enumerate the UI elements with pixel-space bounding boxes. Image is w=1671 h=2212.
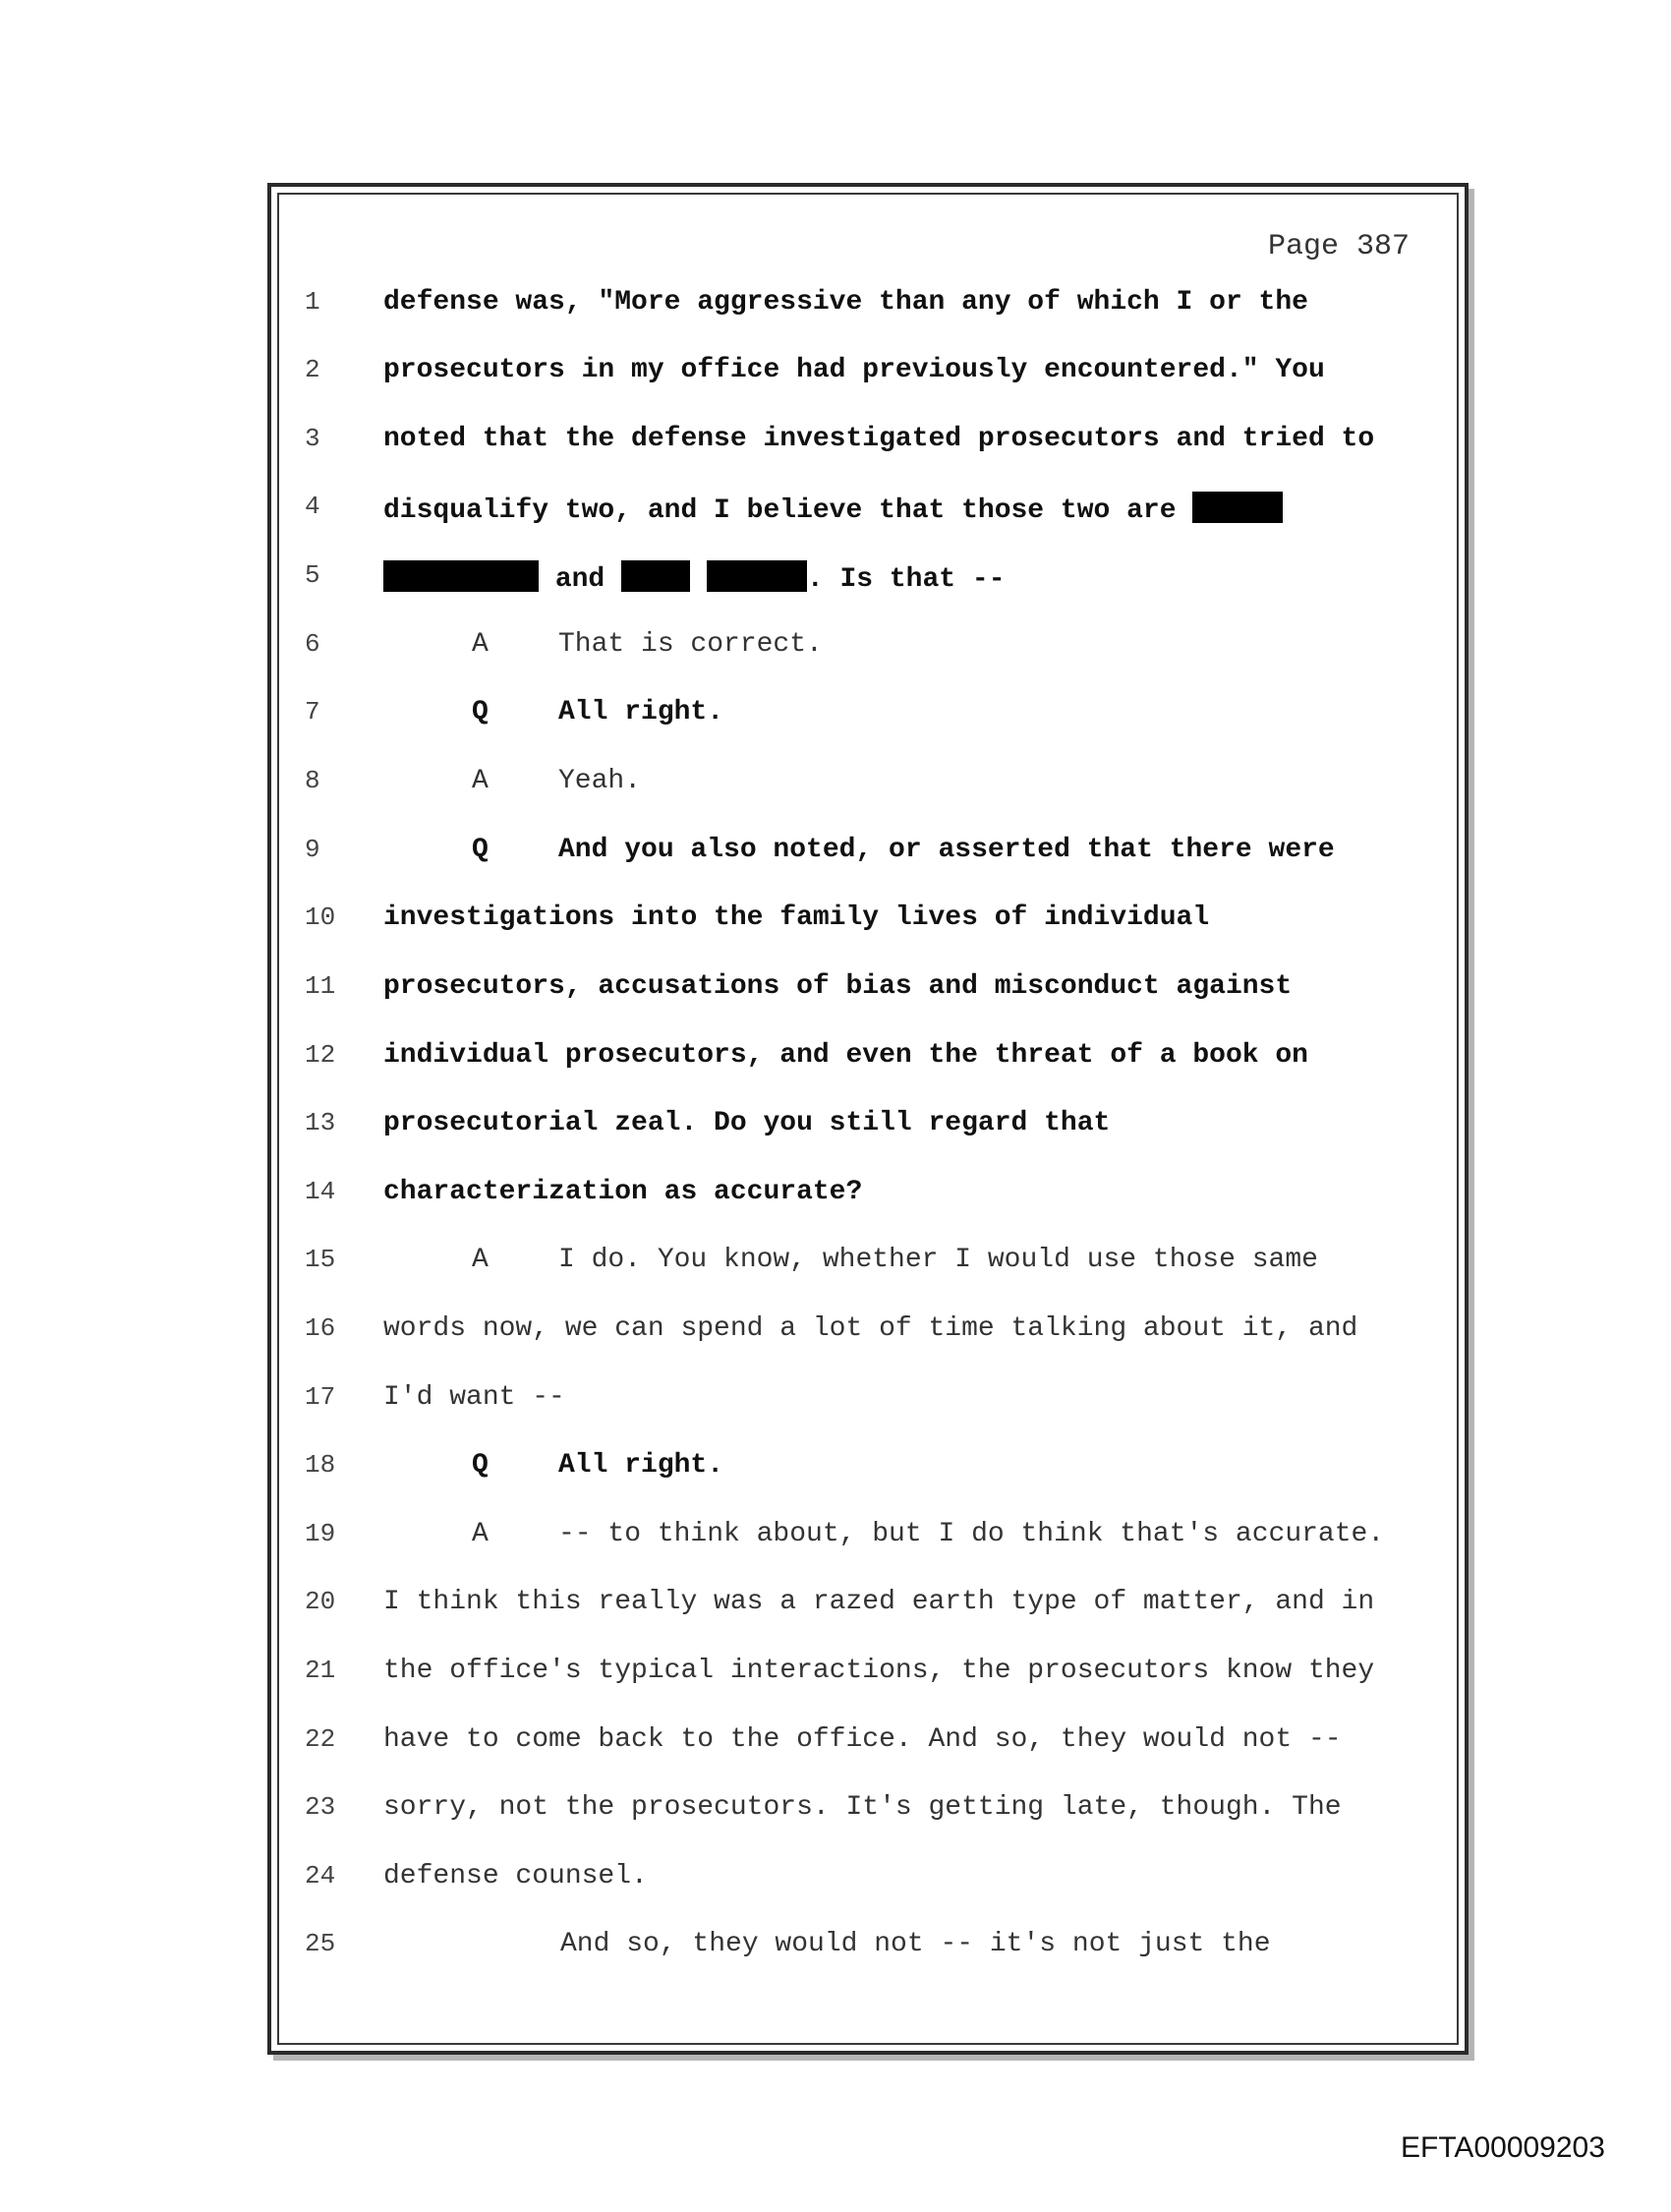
redaction-box (621, 560, 690, 592)
line-text: I'd want -- (383, 1382, 565, 1413)
line-text-segment: Yeah. (558, 766, 642, 796)
line-text-segment: . Is that -- (806, 564, 1006, 595)
line-text: prosecutors, accusations of bias and misconduct against (383, 971, 1293, 1002)
line-text (383, 1519, 1384, 1549)
line-text: defense counsel. (383, 1861, 648, 1892)
line-number: 23 (305, 1792, 336, 1822)
line-number: 24 (305, 1861, 336, 1891)
line-text-segment: That is correct. (558, 629, 823, 660)
line-text-segment: And so, they would not -- it's not just the (560, 1929, 1271, 1959)
line-text-segment: I do. You know, whether I would use those same (558, 1245, 1318, 1275)
line-text-segment: -- to think about, but I do think that's accurate. (558, 1519, 1385, 1549)
speaker-label: Q (472, 1450, 489, 1481)
line-number: 11 (305, 971, 336, 1001)
line-text: I think this really was a razed earth type of matter, and in (383, 1587, 1375, 1617)
line-number: 25 (305, 1929, 336, 1958)
line-text: sorry, not the prosecutors. It's getting late, though. The (383, 1792, 1342, 1823)
line-text (383, 1245, 1318, 1275)
line-text (383, 629, 823, 660)
line-number: 8 (305, 766, 320, 795)
line-text: prosecutorial zeal. Do you still regard that (383, 1108, 1111, 1138)
line-text: characterization as accurate? (383, 1177, 863, 1207)
line-number: 2 (305, 355, 320, 384)
line-number: 9 (305, 835, 320, 864)
line-number: 19 (305, 1519, 336, 1548)
redaction-box (707, 560, 807, 592)
line-text (383, 492, 1283, 526)
line-text: the office's typical interactions, the prosecutors know they (383, 1656, 1375, 1686)
line-number: 6 (305, 629, 320, 659)
line-number: 20 (305, 1587, 336, 1616)
line-number: 15 (305, 1245, 336, 1274)
line-text: noted that the defense investigated prosecutors and tried to (383, 424, 1375, 454)
line-text: defense was, "More aggressive than any of which I or the (383, 287, 1308, 318)
line-number: 16 (305, 1313, 336, 1343)
line-text (383, 1929, 1271, 1959)
line-number: 10 (305, 902, 336, 932)
speaker-label: A (472, 629, 489, 660)
line-number: 14 (305, 1177, 336, 1206)
redaction-box (383, 560, 539, 592)
page-number: Page 387 (1268, 230, 1411, 263)
line-text-segment: All right. (558, 1450, 724, 1481)
line-text-segment: and (554, 564, 605, 595)
line-text-segment: And you also noted, or asserted that there were (558, 835, 1335, 865)
speaker-label: Q (472, 697, 489, 728)
line-number: 12 (305, 1040, 336, 1070)
line-text (383, 835, 1335, 865)
speaker-label: A (472, 1519, 489, 1549)
line-text: individual prosecutors, and even the threat of a book on (383, 1040, 1308, 1071)
line-number: 17 (305, 1382, 336, 1412)
line-number: 21 (305, 1656, 336, 1685)
line-number: 7 (305, 697, 320, 727)
line-text-segment: All right. (558, 697, 724, 728)
line-number: 1 (305, 287, 320, 317)
document-id: EFTA00009203 (1401, 2131, 1605, 2164)
line-number: 13 (305, 1108, 336, 1137)
speaker-label: Q (472, 835, 489, 865)
line-number: 22 (305, 1724, 336, 1754)
speaker-label: A (472, 1245, 489, 1275)
line-text (383, 697, 723, 728)
speaker-label: A (472, 766, 489, 796)
line-number: 18 (305, 1450, 336, 1480)
line-text (383, 560, 1006, 595)
line-text (383, 766, 641, 796)
line-text: have to come back to the office. And so, they would not -- (383, 1724, 1342, 1755)
line-number: 4 (305, 492, 320, 521)
line-number: 3 (305, 424, 320, 453)
line-text (383, 1450, 723, 1481)
line-number: 5 (305, 560, 320, 590)
line-text: investigations into the family lives of individual (383, 902, 1210, 933)
redaction-box (1192, 492, 1283, 523)
line-text: prosecutors in my office had previously encountered." You (383, 355, 1325, 385)
line-text: words now, we can spend a lot of time talking about it, and (383, 1313, 1358, 1344)
line-text-segment: disqualify two, and I believe that those two are (383, 495, 1177, 526)
